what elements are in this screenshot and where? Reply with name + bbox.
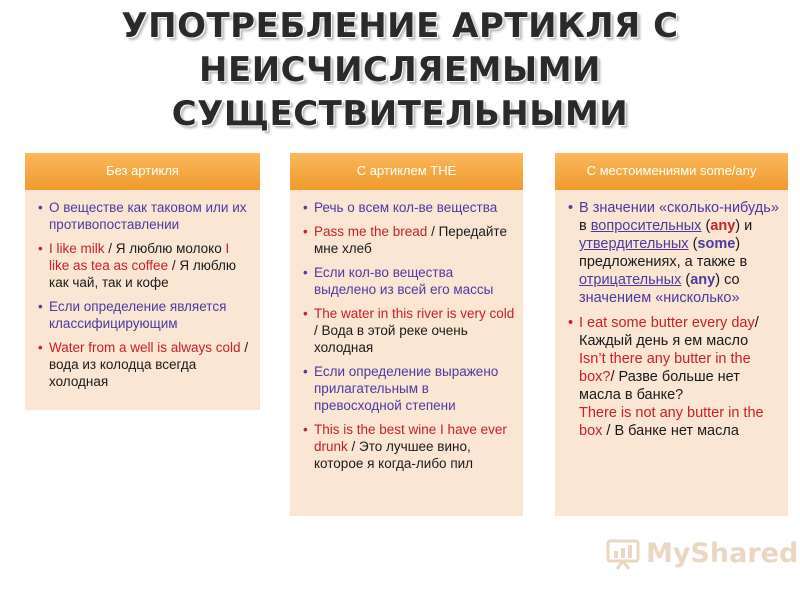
list-item: • This is the best wine I have ever drunk / Это лучшее вино, которое я когда-либо пил [304,421,515,472]
title-line-2: НЕИСЧИСЛЯЕМЫМИ СУЩЕСТВИТЕЛЬНЫМИ [171,50,629,134]
list-item: • В значении «сколько-нибудь» в вопросительных (any) и утвердительных (some) предложениях, а также в отрицательных (any) со значением «нисколько» [569,199,780,307]
column-body [555,190,788,516]
column-header: Без артикля [25,153,260,190]
slide-title [0,4,800,136]
logo-text: MyShared [646,538,799,569]
myshared-logo [606,536,799,572]
column-the-article [290,153,523,516]
title-line-1: УПОТРЕБЛЕНИЕ АРТИКЛЯ С [121,6,679,46]
column-body [290,190,523,516]
list-item: • The water in this river is very cold / Вода в этой реке очень холодная [304,305,515,356]
list-item: • I eat some butter every day/ Каждый день я ем масло Isn’t there any butter in the box?/ Разве больше нет масла в банке? There is not any butter in the box / В банке нет масла [569,314,780,440]
column-body [25,190,260,410]
list-item: • Pass me the bread / Передайте мне хлеб [304,223,515,257]
list-item: • I like milk / Я люблю молоко I like as tea as coffee / Я люблю как чай, так и кофе [39,240,252,291]
list-item: • Если кол-во вещества выделено из всей его массы [304,264,515,298]
column-no-article [25,153,260,410]
column-header: С артиклем THE [290,153,523,190]
list-item: • О веществе как таковом или их противопоставлении [39,199,252,233]
list-item: • Water from a well is always cold / вода из колодца всегда холодная [39,339,252,390]
list-item: • Если определение выражено прилагательным в превосходной степени [304,363,515,414]
column-header: С местоимениями some/any [555,153,788,190]
list-item: • Речь о всем кол-ве вещества [304,199,515,216]
presentation-chart-icon [606,538,640,570]
list-item: • Если определение является классифицирующим [39,298,252,332]
column-some-any [555,153,788,516]
